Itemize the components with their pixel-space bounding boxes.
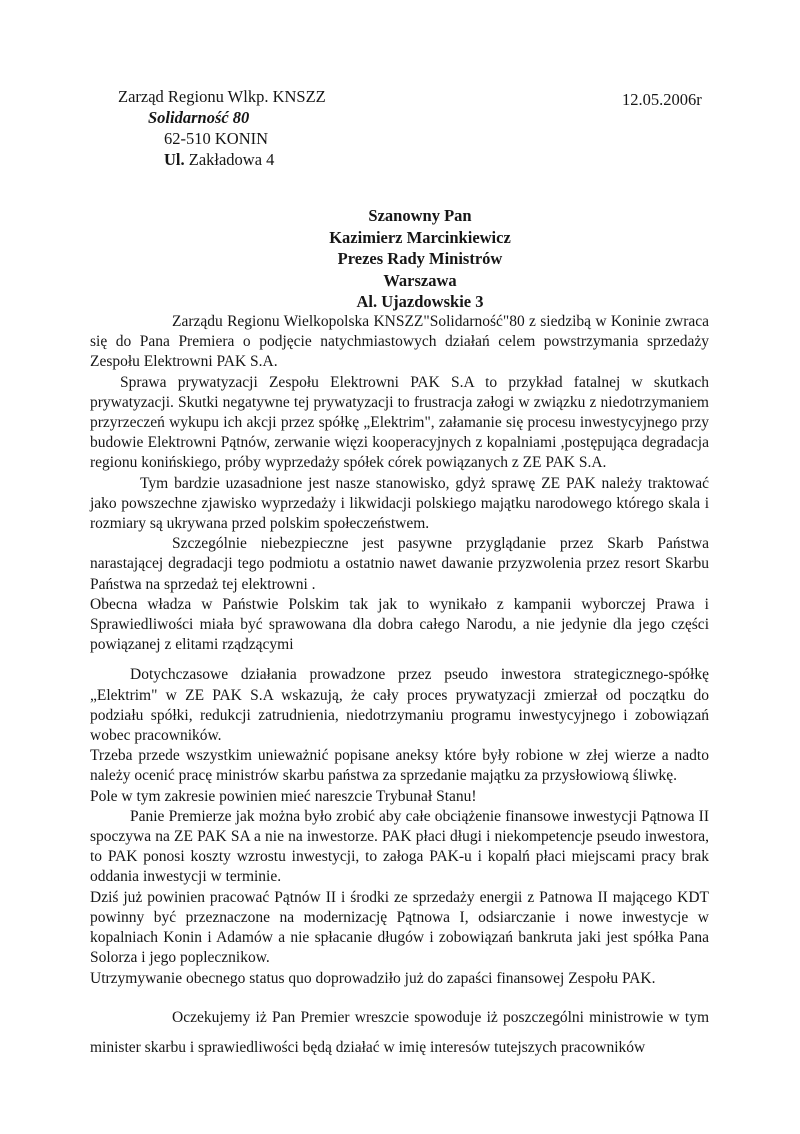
body-paragraph: Utrzymywanie obecnego status quo doprowadziło już do zapaści finansowej Zespołu PAK.: [90, 969, 656, 987]
addressee-block: [300, 205, 540, 313]
body-paragraph: Pole w tym zakresie powinien mieć nareszcie Trybunał Stanu!: [90, 787, 477, 805]
body-paragraph: Sprawa prywatyzacji Zespołu Elektrowni PAK S.A to przykład fatalnej w skutkach prywatyzacji. Skutki negatywne tej prywatyzacji to frustracja załogi w związku z niedotrzymaniem przyrzeczeń wykupu ich akcji przez spółkę „Elektrim", załamanie się procesu inwestycyjnego przy budowie Elektrowni Pątnów, zerwanie więzi kooperacyjnych z kopalniami ,postępująca degradacja regionu konińskiego, próby wyprzedaży spółek córek powiązanych z ZE PAK S.A.: [90, 373, 709, 472]
body-paragraph: Trzeba przede wszystkim unieważnić popisane aneksy które były robione w złej wierze a nadto należy ocenić pracę ministrów skarbu państwa za sprzedanie majątku za przysłowiową śliwkę.: [90, 747, 709, 785]
letter-date: 12.05.2006r: [622, 90, 702, 109]
body-paragraph: Szczególnie niebezpieczne jest pasywne przyglądanie przez Skarb Państwa narastającej degradacji tego podmiotu a ostatnio nawet dawanie przyzwolenia przez resort Skarbu Państwa na sprzedaż tej elektrowni .: [90, 535, 709, 593]
sender-union-name: Solidarność 80: [148, 108, 250, 127]
addressee-salutation: Szanowny Pan: [368, 206, 472, 225]
sender-block: [118, 86, 326, 170]
body-paragraph: Panie Premierze jak można było zrobić aby całe obciążenie finansowe inwestycji Pątnowa II spoczywa na ZE PAK SA a nie na inwestorze. PAK płaci długi i niekompetencje pseudo inwestora, to PAK ponosi koszty wzrostu inwestycji, to załoga PAK-u i kopalń płaci miejscami pracy brak oddania inwestycji w terminie.: [90, 807, 709, 886]
body-paragraph: Obecna władza w Państwie Polskim tak jak to wynikało z kampanii wyborczej Prawa i Sprawiedliwości miała być sprawowana dla dobra całego Narodu, a nie jedynie dla jego części powiązanej z elitami rządzącymi: [90, 595, 709, 654]
addressee-city: Warszawa: [383, 270, 457, 290]
sender-street: [118, 149, 326, 170]
body-paragraph: Dotychczasowe działania prowadzone przez pseudo inwestora strategicznego-spółkę „Elektrim" w ZE PAK S.A wskazują, że cały proces prywatyzacji zmierzał od początku do podziału spółki, redukcji zatrudnienia, niedotrzymaniu programu inwestycyjnego i zobowiązań wobec pracowników.: [90, 666, 709, 745]
body-paragraph: Zarządu Regionu Wielkopolska KNSZZ"Solidarność"80 z siedzibą w Koninie zwraca się do Pana Premiera o podjęcie natychmiastowych działań celem powstrzymania sprzedaży Zespołu Elektrowni PAK S.A.: [90, 313, 709, 371]
sender-postal-city: 62-510 KONIN: [164, 129, 269, 148]
body-paragraph: Dziś już powinien pracować Pątnów II i środki ze sprzedaży energii z Patnowa II mającego KDT powinny być przeznaczone na modernizację Pątnowa I, odsiarczanie i nowe inwestycje w kopalniach Konin i Adamów a nie spłacanie długów i zobowiązań bankruta jaki jest spółka Pana Solorza i jego poplecznikow.: [90, 888, 709, 967]
body-paragraph: Oczekujemy iż Pan Premier wreszcie spowoduje iż poszczególni ministrowie w tym minister skarbu i sprawiedliwości będą działać w imię interesów tutejszych pracowników: [90, 1008, 709, 1056]
sender-organization: Zarząd Regionu Wlkp. KNSZZ: [118, 87, 326, 106]
letter-body: [90, 312, 709, 1063]
addressee-street: Al. Ujazdowskie 3: [356, 292, 484, 311]
addressee-title: Prezes Rady Ministrów: [337, 249, 503, 268]
sender-street-name: Zakładowa 4: [184, 150, 275, 169]
sender-street-prefix: Ul.: [164, 150, 185, 169]
body-paragraph: Tym bardzie uzasadnione jest nasze stanowisko, gdyż sprawę ZE PAK należy traktować jako powszechne zjawisko wyprzedaży i likwidacji polskiego majątku narodowego którego skala i rozmiary są ukrywana przed polskim społeczeństwem.: [90, 474, 709, 533]
addressee-name: Kazimierz Marcinkiewicz: [329, 227, 511, 247]
